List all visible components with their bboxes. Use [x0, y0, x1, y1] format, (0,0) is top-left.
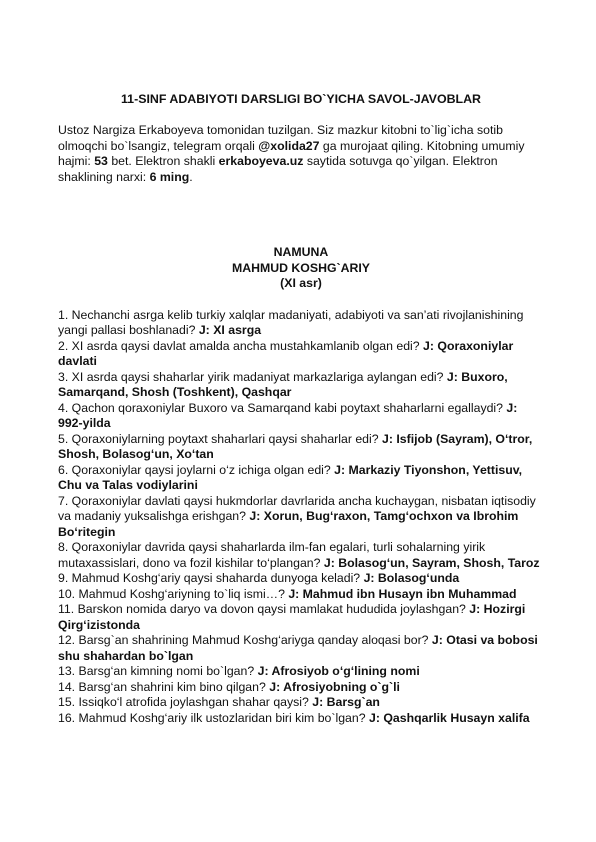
answer-text: J: Mahmud ibn Husayn ibn Muhammad — [288, 586, 517, 601]
answer-text: J: Bolasog‘un, Sayram, Shosh, Taroz — [323, 555, 540, 570]
qa-item — [58, 370, 544, 401]
intro-text-5: . — [189, 169, 193, 184]
sample-label: NAMUNA — [273, 245, 329, 259]
answer-text: J: Buxoro, Samarqand, Shosh (Toshkent), Qashqar — [58, 369, 508, 399]
intro-text-1: Ustoz Nargiza Erkaboyeva tomonidan tuzilgan. Siz mazkur kitobni to`lig`icha sotib olmoqchi bo`lsangiz, telegram orqali — [58, 123, 503, 153]
price-value: 6 ming — [149, 169, 190, 184]
question-text: 11. Barskon nomida daryo va dovon qaysi mamlakat hududida joylashgan? — [58, 602, 470, 616]
telegram-handle: @xolida27 — [258, 138, 320, 153]
qa-item — [58, 602, 544, 633]
qa-item — [58, 432, 544, 463]
answer-text: J: Hozirgi Qirg‘izistonda — [58, 602, 526, 632]
question-text: 9. Mahmud Koshg‘ariy qaysi shaharda dunyoga keladi? — [58, 571, 364, 585]
question-text: 2. XI asrda qaysi davlat amalda ancha mustahkamlanib olgan edi? — [58, 338, 424, 353]
page-count: 53 — [94, 154, 108, 168]
question-text: 7. Qoraxoniylar davlati qaysi hukmdorlar davrlarida ancha kuchaygan, nisbatan iqtisodiy va madaniy yuksalishga erishgan? — [58, 493, 536, 523]
intro-text-2: ga murojaat qiling. Kitobning umumiy hajmi: — [58, 138, 525, 168]
answer-text: J: Afrosiyobning o`g`li — [269, 679, 400, 694]
qa-item — [58, 463, 544, 494]
section-heading — [58, 245, 544, 292]
question-text: 1. Nechanchi asrga kelib turkiy xalqlar madaniyati, adabiyoti va san’ati rivojlanishining yangi pallasi boshlanadi? — [58, 307, 524, 337]
question-text: 4. Qachon qoraxoniylar Buxoro va Samarqand kabi poytaxt shaharlarni egallaydi? — [58, 400, 507, 415]
answer-text: J: Xorun, Bug‘raxon, Tamg‘ochxon va Ibrohim Bo‘ritegin — [58, 509, 519, 539]
qa-item — [58, 401, 544, 432]
qa-item — [58, 494, 544, 541]
document-page — [58, 92, 544, 726]
answer-text: J: Qashqarlik Husayn xalifa — [368, 710, 530, 725]
website-name: erkaboyeva.uz — [218, 154, 304, 168]
intro-text-4: saytida sotuvga qo`yilgan. Elektron shaklining narxi: — [58, 154, 498, 184]
author-name: MAHMUD KOSHG`ARIY — [232, 260, 370, 275]
qa-item — [58, 308, 544, 339]
qa-item — [58, 339, 544, 370]
qa-item — [58, 540, 544, 571]
answer-text: J: XI asrga — [198, 323, 262, 337]
qa-item — [58, 711, 544, 727]
answer-text: J: Barsg`an — [312, 695, 380, 709]
question-text: 12. Barsg`an shahrining Mahmud Koshg‘ariyga qanday aloqasi bor? — [58, 633, 432, 647]
answer-text: J: Bolasog‘unda — [363, 571, 460, 585]
answer-text: J: Qoraxoniylar davlati — [58, 338, 514, 368]
question-text: 8. Qoraxoniylar davrida qaysi shaharlarda ilm-fan egalari, turli sohalarning yirik mutaxassislari, dono va fozil kishilar to‘plangan? — [58, 540, 486, 570]
answer-text: J: Markaziy Tiyonshon, Yettisuv, Chu va Talas vodiylarini — [58, 462, 523, 492]
question-text: 3. XI asrda qaysi shaharlar yirik madaniyat markazlariga aylangan edi? — [58, 369, 447, 384]
qa-item — [58, 587, 544, 603]
qa-list — [58, 308, 544, 727]
question-text: 16. Mahmud Koshg‘ariy ilk ustozlaridan biri kim bo`lgan? — [58, 710, 369, 725]
question-text: 15. Issiqko‘l atrofida joylashgan shahar qaysi? — [58, 695, 313, 709]
qa-item — [58, 680, 544, 696]
qa-item — [58, 664, 544, 680]
document-title: 11-SINF ADABIYOTI DARSLIGI BO`YICHA SAVOL-JAVOBLAR — [120, 92, 482, 106]
intro-text-3: bet. Elektron shakli — [107, 154, 219, 168]
answer-text: J: Afrosiyob o‘g‘lining nomi — [257, 664, 420, 678]
answer-text: J: Otasi va bobosi shu shahardan bo`lgan — [58, 633, 538, 663]
qa-item — [58, 571, 544, 587]
qa-item — [58, 695, 544, 711]
question-text: 13. Barsg‘an kimning nomi bo`lgan? — [58, 664, 258, 678]
answer-text: J: 992-yilda — [58, 400, 518, 430]
answer-text: J: Isfijob (Sayram), O‘tror, Shosh, Bolasog‘un, Xo‘tan — [58, 431, 533, 461]
question-text: 10. Mahmud Koshg‘ariyning to`liq ismi…? — [58, 586, 289, 601]
question-text: 6. Qoraxoniylar qaysi joylarni o‘z ichiga olgan edi? — [58, 462, 335, 477]
question-text: 5. Qoraxoniylarning poytaxt shaharlari qaysi shaharlar edi? — [58, 431, 382, 446]
qa-item — [58, 633, 544, 664]
question-text: 14. Barsg‘an shahrini kim bino qilgan? — [58, 679, 270, 694]
century-label: (XI asr) — [280, 276, 322, 290]
intro-paragraph — [58, 123, 544, 185]
